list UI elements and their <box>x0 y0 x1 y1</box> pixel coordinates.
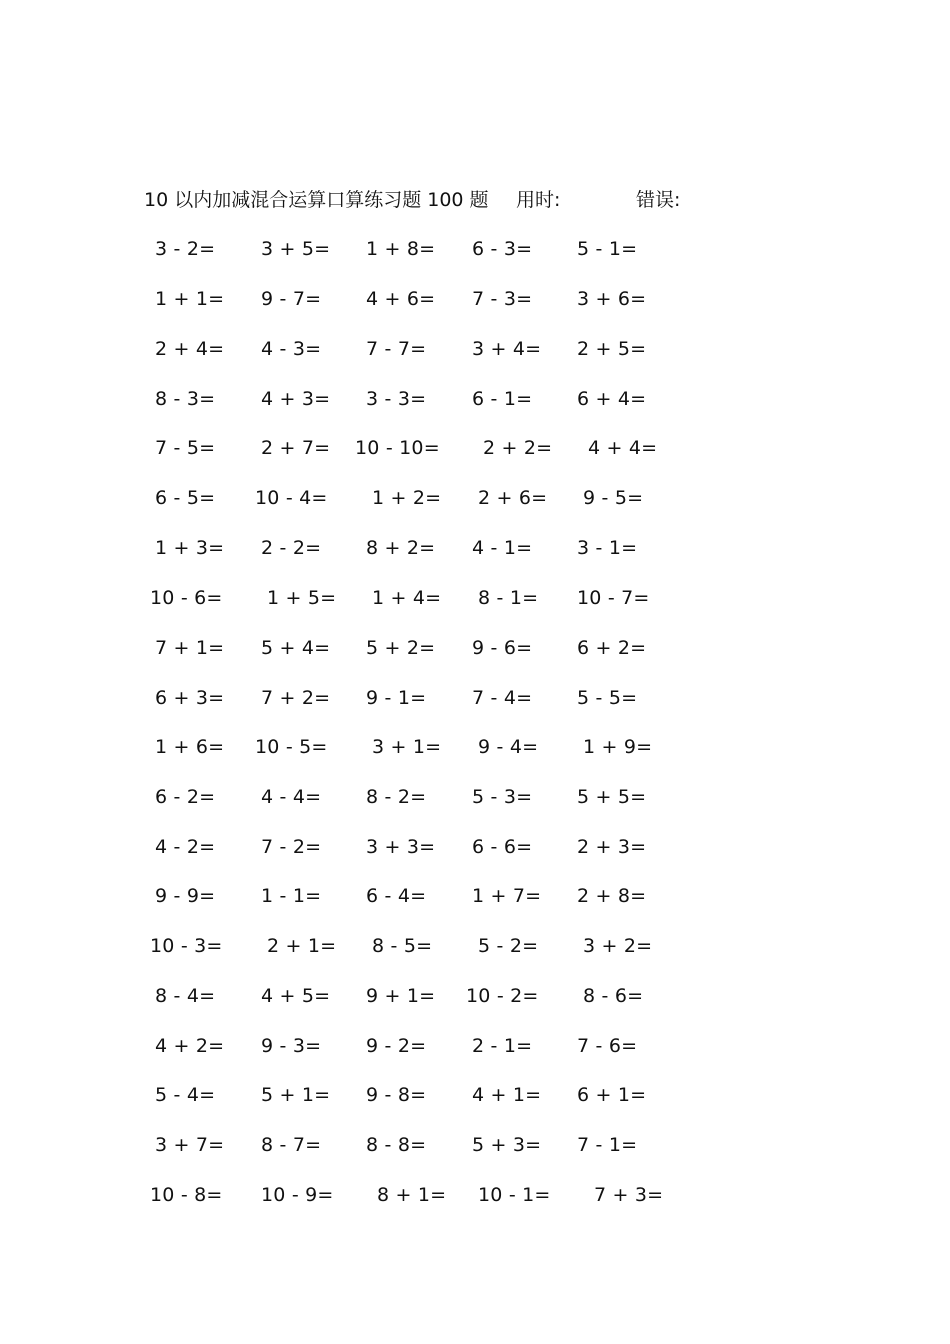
problem-r16-c4: 10 - 2= <box>466 985 539 1007</box>
problem-r12-c2: 4 - 4= <box>261 786 322 808</box>
problem-r11-c4: 9 - 4= <box>478 736 539 758</box>
problem-r13-c3: 3 + 3= <box>366 836 436 858</box>
problem-r20-c5: 7 + 3= <box>594 1184 664 1206</box>
problem-r2-c3: 4 + 6= <box>366 288 436 310</box>
problem-r20-c1: 10 - 8= <box>150 1184 223 1206</box>
problem-r19-c4: 5 + 3= <box>472 1134 542 1156</box>
problem-r6-c3: 1 + 2= <box>372 487 442 509</box>
problem-r15-c3: 8 - 5= <box>372 935 433 957</box>
problem-r17-c3: 9 - 2= <box>366 1035 427 1057</box>
problem-r2-c5: 3 + 6= <box>577 288 647 310</box>
problem-r2-c1: 1 + 1= <box>155 288 225 310</box>
problem-r12-c4: 5 - 3= <box>472 786 533 808</box>
problem-r2-c4: 7 - 3= <box>472 288 533 310</box>
problem-r1-c2: 3 + 5= <box>261 238 331 260</box>
problem-r3-c3: 7 - 7= <box>366 338 427 360</box>
problem-r5-c4: 2 + 2= <box>483 437 553 459</box>
problem-r17-c2: 9 - 3= <box>261 1035 322 1057</box>
problem-r9-c2: 5 + 4= <box>261 637 331 659</box>
problem-r8-c2: 1 + 5= <box>267 587 337 609</box>
problem-r13-c5: 2 + 3= <box>577 836 647 858</box>
problem-r7-c3: 8 + 2= <box>366 537 436 559</box>
problem-r10-c2: 7 + 2= <box>261 687 331 709</box>
problem-r14-c5: 2 + 8= <box>577 885 647 907</box>
problem-r20-c2: 10 - 9= <box>261 1184 334 1206</box>
problem-r18-c1: 5 - 4= <box>155 1084 216 1106</box>
problem-r11-c5: 1 + 9= <box>583 736 653 758</box>
problem-r10-c5: 5 - 5= <box>577 687 638 709</box>
problem-r6-c1: 6 - 5= <box>155 487 216 509</box>
problem-r11-c2: 10 - 5= <box>255 736 328 758</box>
problem-r1-c5: 5 - 1= <box>577 238 638 260</box>
problem-r20-c3: 8 + 1= <box>377 1184 447 1206</box>
problem-r8-c5: 10 - 7= <box>577 587 650 609</box>
problem-r13-c2: 7 - 2= <box>261 836 322 858</box>
worksheet-title: 10 以内加减混合运算口算练习题 100 题 <box>144 189 489 211</box>
problem-r5-c5: 4 + 4= <box>588 437 658 459</box>
problem-r6-c4: 2 + 6= <box>478 487 548 509</box>
problem-r7-c2: 2 - 2= <box>261 537 322 559</box>
problem-r18-c2: 5 + 1= <box>261 1084 331 1106</box>
problem-r18-c3: 9 - 8= <box>366 1084 427 1106</box>
problem-r1-c3: 1 + 8= <box>366 238 436 260</box>
problem-r3-c4: 3 + 4= <box>472 338 542 360</box>
problem-r15-c4: 5 - 2= <box>478 935 539 957</box>
problem-r19-c1: 3 + 7= <box>155 1134 225 1156</box>
problem-r17-c4: 2 - 1= <box>472 1035 533 1057</box>
problem-r14-c3: 6 - 4= <box>366 885 427 907</box>
problem-r7-c4: 4 - 1= <box>472 537 533 559</box>
problem-r3-c2: 4 - 3= <box>261 338 322 360</box>
problem-r10-c1: 6 + 3= <box>155 687 225 709</box>
problem-r7-c5: 3 - 1= <box>577 537 638 559</box>
problem-r11-c1: 1 + 6= <box>155 736 225 758</box>
problem-r9-c1: 7 + 1= <box>155 637 225 659</box>
problem-r13-c1: 4 - 2= <box>155 836 216 858</box>
problem-r4-c2: 4 + 3= <box>261 388 331 410</box>
problem-r6-c2: 10 - 4= <box>255 487 328 509</box>
problem-r5-c1: 7 - 5= <box>155 437 216 459</box>
problem-r8-c3: 1 + 4= <box>372 587 442 609</box>
problem-r3-c1: 2 + 4= <box>155 338 225 360</box>
problem-r9-c3: 5 + 2= <box>366 637 436 659</box>
problem-r8-c1: 10 - 6= <box>150 587 223 609</box>
problem-r18-c5: 6 + 1= <box>577 1084 647 1106</box>
problem-r14-c4: 1 + 7= <box>472 885 542 907</box>
problem-r17-c5: 7 - 6= <box>577 1035 638 1057</box>
problem-r12-c3: 8 - 2= <box>366 786 427 808</box>
problem-r2-c2: 9 - 7= <box>261 288 322 310</box>
problem-r19-c3: 8 - 8= <box>366 1134 427 1156</box>
problem-r10-c4: 7 - 4= <box>472 687 533 709</box>
problem-r4-c3: 3 - 3= <box>366 388 427 410</box>
problem-r19-c5: 7 - 1= <box>577 1134 638 1156</box>
problem-r19-c2: 8 - 7= <box>261 1134 322 1156</box>
errors-label: 错误: <box>636 189 681 211</box>
time-used-label: 用时: <box>516 189 561 211</box>
problem-r16-c1: 8 - 4= <box>155 985 216 1007</box>
problem-r1-c4: 6 - 3= <box>472 238 533 260</box>
problem-r15-c5: 3 + 2= <box>583 935 653 957</box>
problem-r4-c5: 6 + 4= <box>577 388 647 410</box>
problem-r7-c1: 1 + 3= <box>155 537 225 559</box>
problem-r4-c4: 6 - 1= <box>472 388 533 410</box>
problem-r3-c5: 2 + 5= <box>577 338 647 360</box>
problem-r5-c3: 10 - 10= <box>355 437 440 459</box>
problem-r12-c5: 5 + 5= <box>577 786 647 808</box>
problem-r14-c2: 1 - 1= <box>261 885 322 907</box>
problem-r15-c2: 2 + 1= <box>267 935 337 957</box>
problem-r9-c5: 6 + 2= <box>577 637 647 659</box>
problem-r16-c2: 4 + 5= <box>261 985 331 1007</box>
problem-r20-c4: 10 - 1= <box>478 1184 551 1206</box>
problem-r6-c5: 9 - 5= <box>583 487 644 509</box>
problem-r14-c1: 9 - 9= <box>155 885 216 907</box>
problem-r17-c1: 4 + 2= <box>155 1035 225 1057</box>
problem-r15-c1: 10 - 3= <box>150 935 223 957</box>
problem-r9-c4: 9 - 6= <box>472 637 533 659</box>
problem-r4-c1: 8 - 3= <box>155 388 216 410</box>
problem-r8-c4: 8 - 1= <box>478 587 539 609</box>
problem-r1-c1: 3 - 2= <box>155 238 216 260</box>
problem-r12-c1: 6 - 2= <box>155 786 216 808</box>
problem-r11-c3: 3 + 1= <box>372 736 442 758</box>
problem-r18-c4: 4 + 1= <box>472 1084 542 1106</box>
problem-r13-c4: 6 - 6= <box>472 836 533 858</box>
problem-r16-c3: 9 + 1= <box>366 985 436 1007</box>
problem-r16-c5: 8 - 6= <box>583 985 644 1007</box>
problem-r5-c2: 2 + 7= <box>261 437 331 459</box>
problem-r10-c3: 9 - 1= <box>366 687 427 709</box>
